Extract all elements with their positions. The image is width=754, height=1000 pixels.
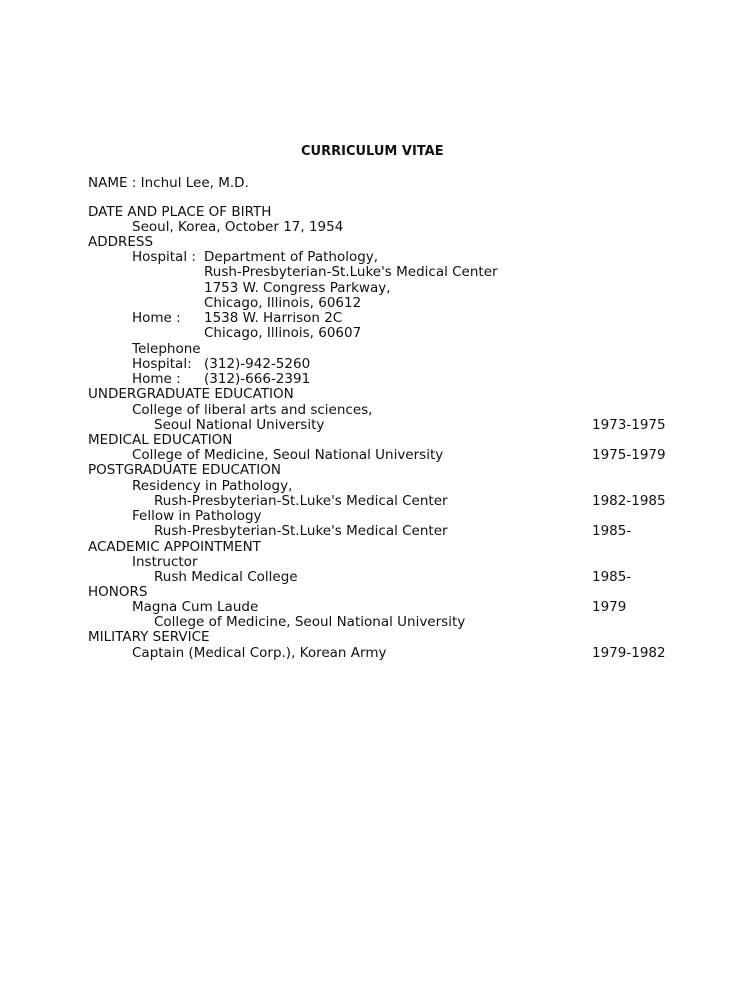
postgrad-heading: POSTGRADUATE EDUCATION (88, 462, 282, 478)
honors-heading: HONORS (88, 584, 148, 600)
residency-years: 1982-1985 (592, 493, 666, 509)
undergrad-line: College of liberal arts and sciences, (132, 402, 373, 418)
medical-line: College of Medicine, Seoul National University (132, 447, 444, 463)
birth-value: Seoul, Korea, October 17, 1954 (132, 219, 344, 235)
fellowship-years: 1985- (592, 523, 632, 539)
home-address-line: 1538 W. Harrison 2C (204, 310, 343, 326)
undergrad-years: 1973-1975 (592, 417, 666, 433)
hospital-address-line: Department of Pathology, (204, 249, 379, 265)
medical-years: 1975-1979 (592, 447, 666, 463)
fellowship-title: Fellow in Pathology (132, 508, 262, 524)
academic-years: 1985- (592, 569, 632, 585)
honors-years: 1979 (592, 599, 627, 615)
document-title: CURRICULUM VITAE (301, 144, 444, 159)
home-address-line: Chicago, Illinois, 60607 (204, 325, 362, 341)
residency-place: Rush-Presbyterian-St.Luke's Medical Center (154, 493, 448, 509)
academic-heading: ACADEMIC APPOINTMENT (88, 539, 261, 555)
phone-hospital-label: Hospital: (132, 356, 192, 372)
birth-heading: DATE AND PLACE OF BIRTH (88, 204, 272, 220)
military-years: 1979-1982 (592, 645, 666, 661)
hospital-address-line: Rush-Presbyterian-St.Luke's Medical Center (204, 264, 498, 280)
honors-title: Magna Cum Laude (132, 599, 259, 615)
military-heading: MILITARY SERVICE (88, 629, 210, 645)
phone-home-label: Home : (132, 371, 181, 387)
name-line: NAME : Inchul Lee, M.D. (88, 175, 249, 191)
phone-home-value: (312)-666-2391 (204, 371, 311, 387)
honors-place: College of Medicine, Seoul National University (154, 614, 466, 630)
undergrad-heading: UNDERGRADUATE EDUCATION (88, 386, 294, 402)
phone-hospital-value: (312)-942-5260 (204, 356, 311, 372)
hospital-address-line: 1753 W. Congress Parkway, (204, 280, 391, 296)
academic-title: Instructor (132, 554, 198, 570)
residency-title: Residency in Pathology, (132, 478, 293, 494)
hospital-address-line: Chicago, Illinois, 60612 (204, 295, 362, 311)
fellowship-place: Rush-Presbyterian-St.Luke's Medical Center (154, 523, 448, 539)
undergrad-line: Seoul National University (154, 417, 325, 433)
home-address-label: Home : (132, 310, 181, 326)
address-heading: ADDRESS (88, 234, 154, 250)
medical-heading: MEDICAL EDUCATION (88, 432, 233, 448)
military-line: Captain (Medical Corp.), Korean Army (132, 645, 387, 661)
hospital-address-label: Hospital : (132, 249, 196, 265)
telephone-label: Telephone (132, 341, 201, 357)
academic-place: Rush Medical College (154, 569, 298, 585)
